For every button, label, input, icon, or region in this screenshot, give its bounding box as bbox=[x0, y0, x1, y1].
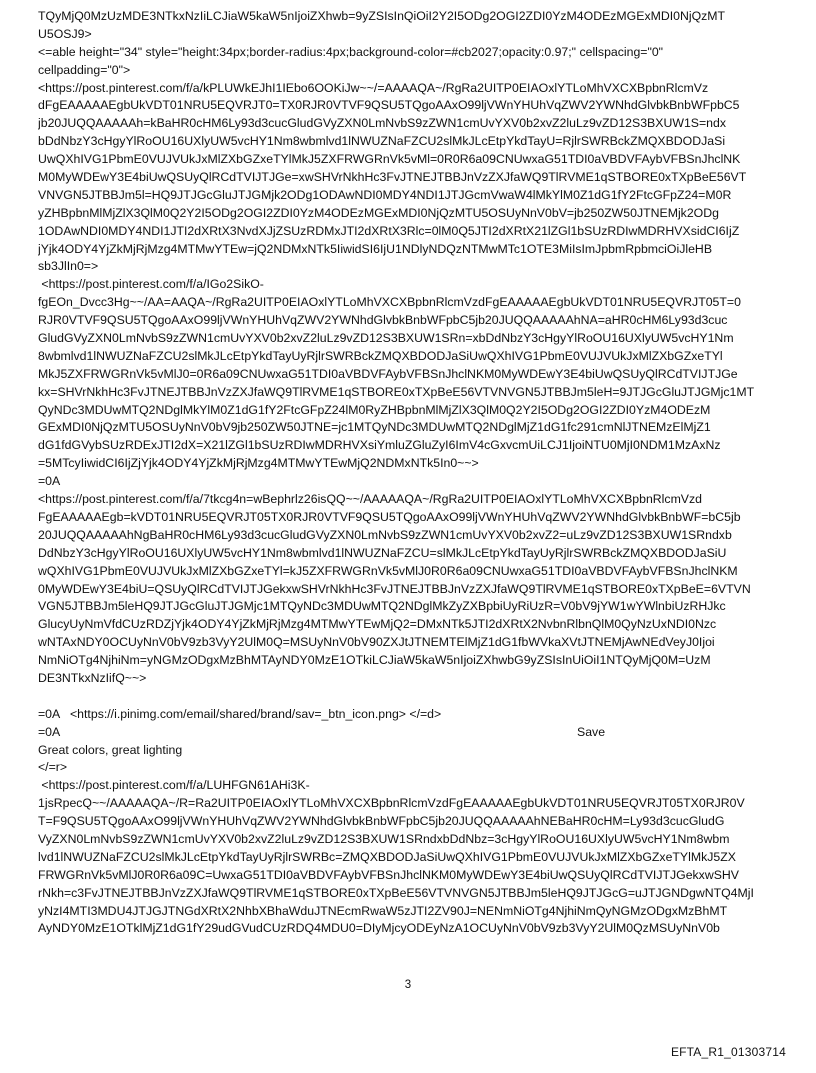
text-line: QyNDc3MDUwMTQ2NDglMkYlM0Z1dG1fY2FtcGFpZ24lM0RyZHBpbnMlMjZlX3QlM0Q2Y2I5ODg2OGI2ZDI0YzM4ODEzM bbox=[38, 402, 711, 417]
text-line: yNzI4MTI3MDU4JTJGJTNGdXRtX2NhbXBhaWduJTNEcmRwaW5zJTI2ZV90J=NENmNiOTg4NjhiNmQyNGMzODgxMzBhMT bbox=[38, 903, 728, 918]
text-line: GExMDI0NjQzMTU5OSUyNnV0bV9jb250ZW50JTNE=jc1MTQyNDc3MDUwMTQ2NDglMjZ1dG1fc291cmNlJTNEMzElMjZ1 bbox=[38, 420, 711, 435]
page-number: 3 bbox=[404, 979, 412, 991]
save-icon-image-link[interactable]: <https://i.pinimg.com/email/shared/brand/sav=_btn_icon.png> </=d> bbox=[70, 706, 442, 721]
text-line: VGN5JTBBJm5leHQ9JTJGcGluJTJGMjc1MTQyNDc3MDUwMTQ2NDglMkZyZXBpbiUyRiUzR=V0bV9jYW1wYWlnbiUzRHJkc bbox=[38, 599, 726, 614]
text-line: NmNiOTg4NjhiNm=yNGMzODgxMzBhMTAyNDY0MzE1OTkiLCJiaW5kaW5nIjoiZXhwbG9yZSIsInUiOiI1NTQyMjQ0M=UzM bbox=[38, 653, 711, 668]
text-line: bDdNbzY3cHgyYlRoOU16UXlyUW5vcHY1Nm8wbmlvd1lNWUZNaFZCU2slMkJLcEtpYkdTayU=RjlrSWRBckZMQXBDODJaSi bbox=[38, 134, 726, 149]
text-line: sb3JlIn0=> bbox=[38, 259, 99, 274]
text-line: GludGVyZXN0LmNvbS9zZWN1cmUvYXV0b2xvZ2luLz9vZD12S3BXUW1SRn=xbDdNbzY3cHgyYlRoOU16UXlyUW5vcHY1Nm bbox=[38, 331, 734, 346]
text-line: TQyMjQ0MzUzMDE3NTkxNzIiLCJiaW5kaW5nIjoiZXhwb=9yZSIsInQiOiI2Y2I5ODg2OGI2ZDI0YzM4ODEzMGExMDI0NjQzMT bbox=[38, 9, 726, 23]
text-line: 1jsRpecQ~~/AAAAAQA~/R=Ra2UITP0EIAOxlYTLoMhVXCXBpbnRlcmVzdFgEAAAAAEgbUkVDT01NRU5EQVRJT05TX0RJR0V bbox=[38, 796, 745, 811]
text-line: cellpadding="0"> bbox=[38, 62, 131, 77]
text-line: jYjk4ODY4YjZkMjRjMzg4MTMwYTEw=jQ2NDMxNTk5IiwidSI6IjU1NDlyNDQzNTMwMTc1OTE3MiIsImJpbmRpbmciOiJleHB bbox=[38, 241, 713, 256]
text-line: <=able height="34" style="height:34px;border-radius:4px;background-color=#cb2027;opacity:0.97;" cellspacing="0" bbox=[38, 44, 664, 59]
text-line: 0MyWDEwY3E4biU=QSUyQlRCdTVIJTJGekxwSHVrNkhHc3FvJTNEJTBBJnVzZXJfaWQ9TlRVME1qSTBORE0xTXpBeE=6VTVN bbox=[38, 581, 751, 596]
text-line: jb20JUQQAAAAAh=kBaHR0cHM6Ly93d3cucGludGVyZXN0LmNvbS9zZWN1cmUvYXV0b2xvZ2luLz9vZD12S3BXUW1S=ndx bbox=[38, 116, 726, 131]
text-line: wNTAxNDY0OCUyNnV0bV9zb3VyY2UlM0Q=MSUyNnV0bV90ZXJtJTNEMTElMjZ1dG1fbWVkaXVtJTNEMjAwNEdVeyJ0Ijoi bbox=[38, 635, 715, 650]
text-line: fgEOn_Dvcc3Hg~~/AA=AAQA~/RgRa2UITP0EIAOxlYTLoMhVXCXBpbnRlcmVzdFgEAAAAAEgbUkVDT01NRU5EQVRJT05T=0 bbox=[38, 295, 741, 310]
text-line: RJR0VTVF9QSU5TQgoAAxO99ljVWnYHUhVqZWV2YWNhdGlvbkBnbWFpbC5jb20JUQQAAAAAhNA=aHR0cHM6Ly93d3cuc bbox=[38, 313, 728, 328]
text-line: wQXhIVG1PbmE0VUJVUkJxMlZXbGZxeTYl=kJ5ZXFRWGRnVk5vMlJ0R0R6a09CNUwxaG51TDI0aVBDVFAybVFBSnJhclNKM bbox=[38, 563, 738, 578]
text-line: GlucyUyNmVfdCUzRDZjYjk4ODY4YjZkMjRjMzg4MTMwYTEwMjQ2=DMxNTk5JTI2dXRtX2NvbnRlbnQlM0QyNzUxNDI0Nzc bbox=[38, 617, 717, 632]
text-line: T=F9QSU5TQgoAAxO99ljVWnYHUhVqZWV2YWNhdGlvbkBnbWFpbC5jb20JUQQAAAAAhNEBaHR0cHM=Ly93d3cucGludG bbox=[38, 814, 725, 829]
text-line: 20JUQQAAAAAhNgBaHR0cHM6Ly93d3cucGludGVyZXN0LmNvbS9zZWN1cmUvYXV0b2xvZ2=uLz9vZD12S3BXUW1SRndxb bbox=[38, 527, 732, 542]
text-line: <https://post.pinterest.com/f/a/7tkcg4n=wBephrlz26isQQ~~/AAAAAQA~/RgRa2UITP0EIAOxlYTLoMhVXCXBpbnRlcmVzd bbox=[38, 492, 702, 507]
text-line: =0A bbox=[38, 706, 61, 721]
text-line: 8wbmlvd1lNWUZNaFZCU2slMkJLcEtpYkdTayUyRjlrSWRBckZMQXBDODJaSiUwQXhIVG1PbmE0VUJVUkJxMlZXbGZxeTYl bbox=[38, 348, 723, 363]
text-line: =5MTcyIiwidCI6IjZjYjk4ODY4YjZkMjRjMzg4MTMwYTEwMjQ2NDMxNTk5In0~~> bbox=[38, 456, 479, 471]
text-line: Great colors, great lighting bbox=[38, 742, 183, 757]
text-line: lvd1lNWUZNaFZCU2slMkJLcEtpYkdTayUyRjlrSWRBc=ZMQXBDODJaSiUwQXhIVG1PbmE0VUJVUkJxMlZXbGZxeTYlMkJ5ZX bbox=[38, 849, 736, 864]
text-line: <https://post.pinterest.com/f/a/IGo2SikO- bbox=[38, 277, 264, 292]
email-source-text bbox=[38, 8, 800, 938]
text-line: MkJ5ZXFRWGRnVk5vMlJ0=0R6a09CNUwxaG51TDI0aVBDVFAybVFBSnJhclNKM0MyWDEwY3E4biUwQSUyQlRCdTVIJTJGe bbox=[38, 366, 738, 381]
text-line: dFgEAAAAAEgbUkVDT01NRU5EQVRJT0=TX0RJR0VTVF9QSU5TQgoAAxO99ljVWnYHUhVqZWV2YWNhdGlvbkBnbWFpbC5 bbox=[38, 98, 740, 113]
text-line: VNVGN5JTBBJm5l=HQ9JTJGcGluJTJGMjk2ODg1ODAwNDI0MDY4NDI1JTJGcmVwaW4lMkYlM0Z1dG1fY2FtcGFpZ24=M0R bbox=[38, 187, 732, 202]
text-line: VyZXN0LmNvbS9zZWN1cmUvYXV0b2xvZ2luLz9vZD12S3BXUW1SRndxbDdNbz=3cHgyYlRoOU16UXlyUW5vcHY1Nm8wbm bbox=[38, 831, 730, 846]
text-line: =0A bbox=[38, 724, 61, 739]
text-line: U5OSJ9> bbox=[38, 26, 92, 41]
text-line: dG1fdGVybSUzRDExJTI2dX=X21lZGl1bSUzRDIwMDRHVXsiYmluZGluZyI6ImV4cGxvcmUiLCJ1IjoiNTU0MjI0NDM1MzAxNz bbox=[38, 438, 721, 453]
raw-text-block-top bbox=[38, 8, 800, 688]
text-line: FRWGRnVk5vMlJ0R0R6a09C=UwxaG51TDI0aVBDVFAybVFBSnJhclNKM0MyWDEwY3E4biUwQSUyQlRCdTVIJTJGekxwSHV bbox=[38, 867, 740, 882]
text-line: </=r> bbox=[38, 760, 68, 775]
text-line: =0A bbox=[38, 474, 61, 489]
text-line: UwQXhIVG1PbmE0VUJVUkJxMlZXbGZxeTYlMkJ5ZXFRWGRnVk5vMl=0R0R6a09CNUwxaG51TDI0aVBDVFAybVFBSnJhclNK bbox=[38, 152, 741, 167]
text-line: DdNbzY3cHgyYlRoOU16UXlyUW5vcHY1Nm8wbmlvd1lNWUZNaFZCU=slMkJLcEtpYkdTayUyRjlrSWRBckZMQXBDODJaSiU bbox=[38, 545, 727, 560]
text-line: M0MyWDEwY3E4biUwQSUyQlRCdTVIJTJGe=xwSHVrNkhHc3FvJTNEJTBBJnVzZXJfaWQ9TlRVME1qSTBORE0xTXpBeE56VT bbox=[38, 170, 747, 185]
text-line: <https://post.pinterest.com/f/a/kPLUWkEJhI1IEbo6OOKiJw~~/=AAAAQA~/RgRa2UITP0EIAOxlYTLoMhVXCXBpbnRlcmVz bbox=[38, 80, 709, 95]
save-label: Save bbox=[577, 724, 606, 739]
text-line: yZHBpbnMlMjZlX3QlM0Q2Y2I5ODg2OGI2ZDI0YzM4ODEzMGExMDI0NjQzMTU5OSUyNnV0bV=jb250ZW50JTNEMjk2ODg bbox=[38, 205, 719, 220]
text-line: 1ODAwNDI0MDY4NDI1JTI2dXRtX3NvdXJjZSUzRDMxJTI2dXRtX3Rlc=0lM0Q5JTI2dXRtX21lZGl1bSUzRDIwMDRHVXsidCI6IjZ bbox=[38, 223, 740, 238]
text-line: DE3NTkxNzIifQ~~> bbox=[38, 670, 147, 685]
text-line: rNkh=c3FvJTNEJTBBJnVzZXJfaWQ9TlRVME1qSTBORE0xTXpBeE56VTVNVGN5JTBBJm5leHQ9JTJGcG=uJTJGNDgwNTQ4MjI bbox=[38, 885, 754, 900]
text-line: FgEAAAAAEgb=kVDT01NRU5EQVRJT05TX0RJR0VTVF9QSU5TQgoAAxO99ljVWnYHUhVqZWV2YWNhdGlvbkBnbWF=bC5jb bbox=[38, 509, 741, 524]
text-line: kx=SHVrNkhHc3FvJTNEJTBBJnVzZXJfaWQ9TlRVME1qSTBORE0xTXpBeE56VTVNVGN5JTBBJm5leH=9JTJGcGluJTJGMjc1MT bbox=[38, 384, 755, 399]
raw-text-block-bottom bbox=[38, 706, 800, 939]
text-line: <https://post.pinterest.com/f/a/LUHFGN61AHi3K- bbox=[38, 778, 310, 793]
document-id: EFTA_R1_01303714 bbox=[670, 1045, 786, 1059]
text-line: AyNDY0MzE1OTklMjZ1dG1fY29udGVudCUzRDQ4MDU0=DIyMjcyODEyNzA1OCUyNnV0bV9zb3VyY2UlM0QzMSUyNnV0b bbox=[38, 921, 720, 936]
